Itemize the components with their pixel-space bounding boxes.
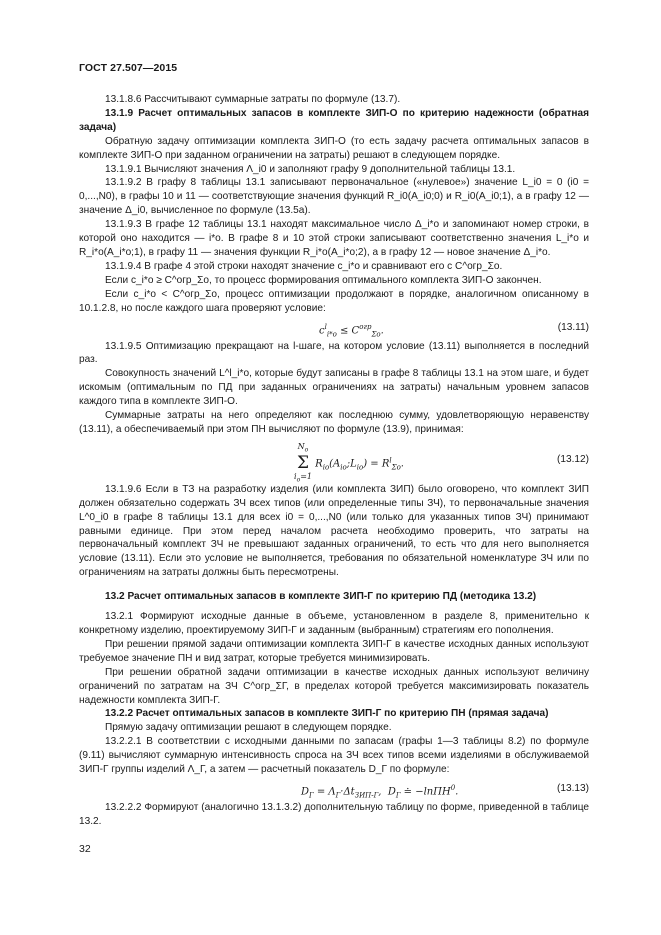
paragraph: 13.2.2.1 В соответствии с исходными данными по запасам (графы 1—3 таблицы 8.2) по формуле (9.11) вычисляют суммарную интенсивность спроса на ЗЧ всех типов всеми изделиями в обслуживаемой ЗИП-Г группы изделий Λ_Г, а затем — расчетный показатель D_Г по формуле: — [79, 736, 589, 776]
paragraph: Прямую задачу оптимизации решают в следующем порядке. — [105, 722, 392, 734]
paragraph: При решении прямой задачи оптимизации комплекта ЗИП-Г в качестве исходных данных используют требуемое значение ПН и вид затрат, которые требуется минимизировать. — [79, 638, 589, 664]
equation-13-12 — [79, 441, 589, 485]
page-number: 32 — [79, 843, 91, 855]
equation-number: (13.11) — [557, 321, 589, 333]
paragraph: 13.1.9.2 В графу 8 таблицы 13.1 записывают первоначальное («нулевое») значение L_i0 = 0 (i0 = 0,...,N0), в графы 10 и 11 — соответствующие значения функций R_i0(A_i0;0) и R_i0(A_i0;1), а в графу 12 — значение Δ_i0, вычисленное по формуле (13.5а). — [79, 177, 589, 217]
paragraph: 13.1.9.5 Оптимизацию прекращают на l-шаге, на котором условие (13.11) выполняется в последний раз. — [79, 340, 589, 366]
paragraph: 13.2.2.2 Формируют (аналогично 13.1.3.2) дополнительную таблицу по форме, приведенной в таблице 13.2. — [79, 801, 589, 827]
page-body — [79, 93, 589, 829]
paragraph: Обратную задачу оптимизации комплекта ЗИП-О (то есть задачу расчета оптимальных запасов в комплекте ЗИП-О при заданном ограничении на затраты) решают в следующем порядке. — [79, 135, 589, 161]
paragraph: Если c_i*o ≥ C^огр_Σo, то процесс формирования оптимального комплекта ЗИП-О закончен. — [105, 274, 542, 286]
paragraph: 13.1.9.3 В графе 12 таблицы 13.1 находят максимальное число Δ_i*o и запоминают номер строки, в которой оно находится — i*o. В графе 8 и 10 этой строки записывают соответственно значения L_i*o и R_i*o(A_i*o;1), в графу 11 — значения функции R_i*o(A_i*o;2), а в графу 12 — новое значение Δ_i*o. — [79, 219, 589, 258]
paragraph: Совокупность значений L^l_i*o, которые будут записаны в графе 8 таблицы 13.1 на этом шаге, и будет искомым (оптимальным по ПД при заданных ограничениях на затраты) начальным уровнем запасов каждого типа в комплекте ЗИП-О. — [79, 368, 589, 408]
section-heading: 13.2 Расчет оптимальных запасов в комплекте ЗИП-Г по критерию ПД (методика 13.2) — [105, 591, 537, 603]
paragraph: 13.1.8.6 Рассчитывают суммарные затраты по формуле (13.7). — [105, 94, 401, 105]
equation-13-13 — [79, 782, 589, 800]
section-heading: 13.1.9 Расчет оптимальных запасов в комплекте ЗИП-О по критерию надежности (обратная задача) — [79, 107, 589, 133]
paragraph: 13.1.9.6 Если в ТЗ на разработку изделия (или комплекта ЗИП) было оговорено, что комплект ЗИП должен обязательно содержать ЗЧ всех типов (или определенные типы ЗЧ), то первоначальные значения L^0_i0 в графе 8 таблицы 13.1 для всех i0 = 0,...,N0 (или только для указанных типов ЗЧ) принимают равными единице. При этом перед началом расчета необходимо проверить, что затраты на первоначальный комплект ЗЧ не превышают заданных ограничений, то есть что для него выполняется условие (13.11). Если это условие не выполняется, требования по обязательной номенклатуре ЗЧ или по ограничениям на затраты должны быть пересмотрены. — [79, 483, 589, 579]
equation-expression: $c^l_{i*o} \le C^{огр}_{\Sigma o}$. — [319, 322, 384, 338]
equation-expression: $N_o$ Σ $i_o=1$ $R_{io}(A_{io};L_{io}) = R^l_{\Sigma o}$. — [294, 441, 404, 485]
paragraph: Суммарные затраты на него определяют как последнюю сумму, удовлетворяющую неравенству (13.11), а обеспечиваемый при этом ПН вычисляют по формуле (13.9), принимая: — [79, 410, 589, 435]
paragraph: При решении обратной задачи оптимизации в качестве исходных данных используют величину ограничений по затратам на ЗЧ C^огр_ΣГ, в пределах которой требуется максимизировать показатель надежности комплекта ЗИП-Г. — [79, 666, 589, 706]
section-heading: 13.2.2 Расчет оптимальных запасов в комплекте ЗИП-Г по критерию ПН (прямая задача) — [105, 708, 549, 720]
equation-13-11 — [79, 321, 589, 338]
equation-number: (13.13) — [557, 782, 589, 794]
paragraph: 13.1.9.1 Вычисляют значения Λ_i0 и заполняют графу 9 дополнительной таблицы 13.1. — [105, 163, 516, 175]
paragraph: 13.1.9.4 В графе 4 этой строки находят значение c_i*o и сравнивают его с C^огр_Σo. — [105, 260, 503, 272]
equation-number: (13.12) — [557, 453, 589, 465]
document-header: ГОСТ 27.507—2015 — [79, 62, 178, 74]
paragraph: Если c_i*o < C^огр_Σo, процесс оптимизации продолжают в порядке, аналогичном описанному в 10.1.2.8, но после каждого шага проверяют условие: — [79, 288, 589, 314]
paragraph: 13.2.1 Формируют исходные данные в объеме, установленном в разделе 8, применительно к конкретному изделию, проектируемому ЗИП-Г и заданным (выбранным) стратегиям его пополнения. — [79, 611, 589, 636]
equation-expression: $D_Г = \Lambda_Г\cdot\Delta t_{ЗИП-Г}$, $D_Г$ ≐ −lnПН$^0$. — [301, 783, 459, 800]
